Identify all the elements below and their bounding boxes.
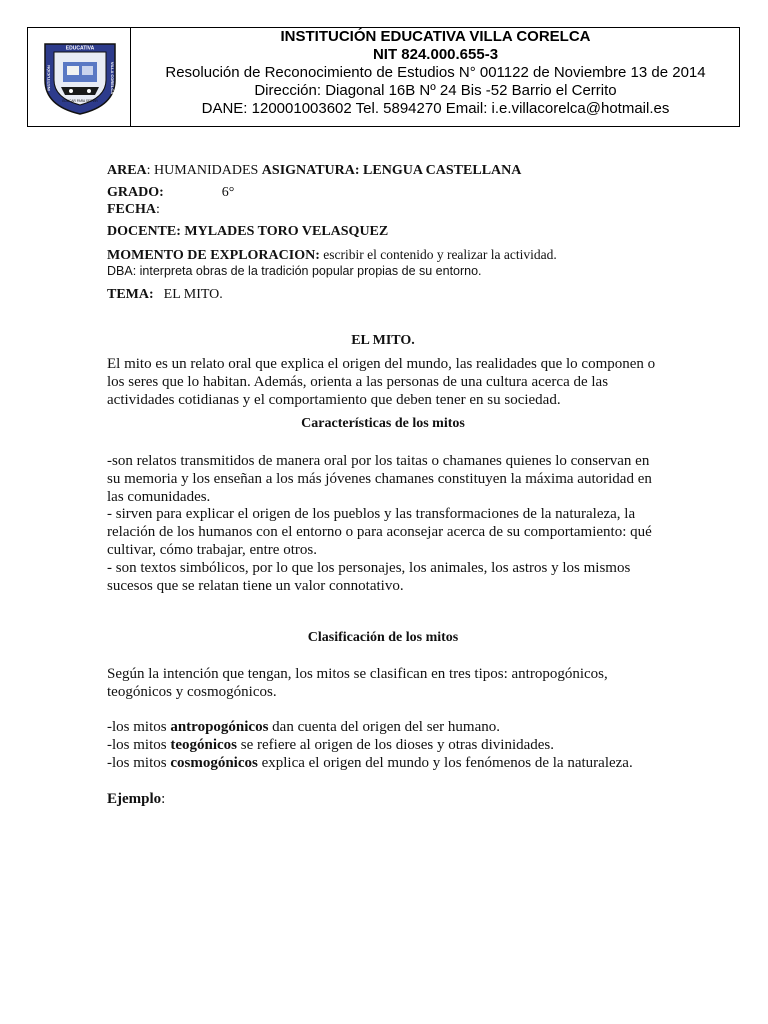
asignatura: ASIGNATURA: LENGUA CASTELLANA (261, 163, 522, 178)
tipo-prefix: -los mitos (107, 755, 171, 771)
fecha-row (107, 201, 160, 218)
grado-label: GRADO: (107, 185, 164, 200)
tema-value: EL MITO. (163, 287, 223, 302)
tipo-term: antropogónicos (170, 719, 269, 735)
tipo-term: cosmogónicos (170, 755, 258, 771)
grado-value: 6° (221, 185, 235, 200)
tipo-prefix: -los mitos (107, 719, 171, 735)
school-address: Dirección: Diagonal 16B Nº 24 Bis -52 Barrio el Cerrito (254, 82, 617, 99)
fecha-label: FECHA (107, 202, 156, 217)
school-resolution: Resolución de Reconocimiento de Estudios N° 001122 de Noviembre 13 de 2014 (165, 64, 706, 81)
ejemplo-sep: : (161, 791, 166, 807)
momento-value: escribir el contenido y realizar la actividad. (319, 247, 557, 262)
docente: DOCENTE: MYLADES TORO VELASQUEZ (107, 224, 389, 239)
tema-row (107, 286, 223, 303)
school-crest-icon (41, 40, 119, 116)
caracteristicas-heading: Características de los mitos (301, 416, 465, 431)
school-name: INSTITUCIÓN EDUCATIVA VILLA CORELCA (280, 28, 591, 45)
area-row (107, 162, 521, 179)
tipo-rest: se refiere al origen de los dioses y otras divinidades. (237, 737, 555, 753)
tipo-antropogonicos (107, 718, 659, 736)
school-nit: NIT 824.000.655-3 (372, 46, 499, 63)
school-contact: DANE: 120001003602 Tel. 5894270 Email: i.e.villacorelca@hotmail.es (201, 100, 670, 117)
grado-row (107, 184, 234, 201)
tipo-rest: dan cuenta del origen del ser humano. (268, 719, 501, 735)
ejemplo-row (107, 790, 659, 808)
caracteristica-2: - sirven para explicar el origen de los pueblos y las transformaciones de la naturaleza, la relación de los humanos con el entorno o para aconsejar acerca de su comportamiento: qué cultivar, cómo trabajar, entre otros. (107, 506, 652, 558)
caracteristica-3: - son textos simbólicos, por lo que los personajes, los animales, los astros y los mismos sucesos que se relatan tiene un valor connotativo. (107, 560, 631, 594)
dba: DBA: interpreta obras de la tradición popular propias de su entorno. (107, 264, 482, 278)
intro-paragraph: El mito es un relato oral que explica el origen del mundo, las realidades que lo componen o los seres que lo habitan. Además, orienta a las personas de una cultura acerca de las actividades cotidianas y el comportamiento que deben tener en su sociedad. (107, 356, 656, 408)
ejemplo-label: Ejemplo (107, 791, 162, 807)
tipo-cosmogonicos (107, 754, 659, 772)
area-value: : HUMANIDADES (146, 163, 259, 178)
logo-cell (28, 28, 131, 126)
caracteristica-1: -son relatos transmitidos de manera oral por los taitas o chamanes quienes lo conservan en su memoria y los enseñan a los más jóvenes chamanes constituyen la máxima autoridad en las comunidades. (107, 453, 652, 505)
tipo-rest: explica el origen del mundo y los fenómenos de la naturaleza. (257, 755, 633, 771)
logo-right-text: VILLA CORELCA (110, 61, 115, 95)
tipo-teogonicos (107, 736, 659, 754)
clasificacion-heading: Clasificación de los mitos (307, 630, 459, 645)
logo-bottom-text: EDUCAR PARA SERVIR (62, 99, 98, 103)
area-label: AREA (107, 163, 147, 178)
clasificacion-intro: Según la intención que tengan, los mitos se clasifican en tres tipos: antropogónicos, teogónicos y cosmogónicos. (107, 666, 608, 700)
tipo-term: teogónicos (170, 737, 238, 753)
tema-label: TEMA: (107, 287, 154, 302)
header-text (132, 28, 739, 118)
fecha-sep: : (156, 202, 160, 217)
logo-top-text: EDUCATIVA (65, 45, 95, 52)
momento-label: MOMENTO DE EXPLORACION: (107, 248, 320, 263)
logo-left-text: INSTITUCIÓN (46, 65, 51, 91)
tipo-prefix: -los mitos (107, 737, 171, 753)
main-title: EL MITO. (351, 333, 415, 348)
school-header (27, 27, 740, 127)
momento-row (107, 246, 557, 264)
